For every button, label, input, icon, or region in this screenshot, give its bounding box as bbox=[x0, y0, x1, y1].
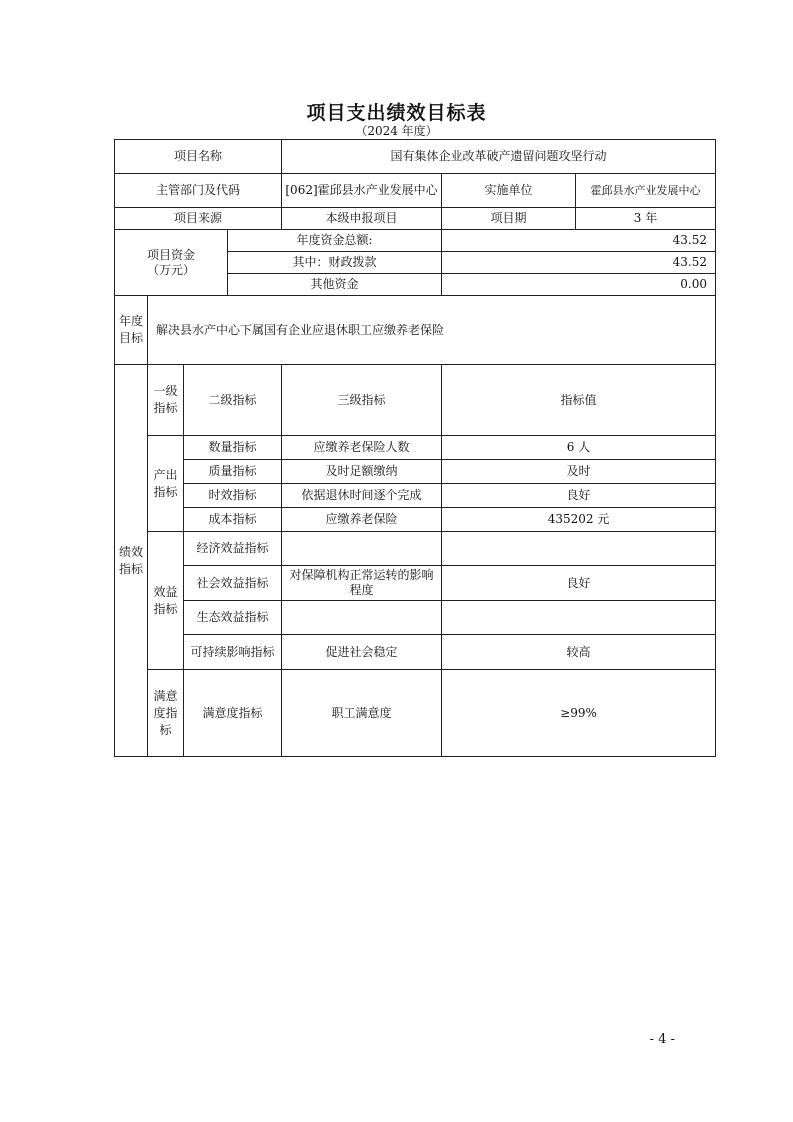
level2-cell: 社会效益指标 bbox=[184, 566, 282, 601]
document-title: 项目支出绩效目标表 bbox=[306, 102, 487, 124]
value-cell: 良好 bbox=[442, 566, 716, 601]
level3-cell: 促进社会稳定 bbox=[282, 635, 442, 670]
implementing-unit-label: 实施单位 bbox=[442, 174, 576, 208]
level3-cell: 依据退休时间逐个完成 bbox=[282, 484, 442, 508]
level3-cell: 应缴养老保险 bbox=[282, 508, 442, 532]
level3-cell: 职工满意度 bbox=[282, 670, 442, 757]
project-name-label: 项目名称 bbox=[115, 140, 282, 174]
project-fund-label-line1: 项目资金 bbox=[146, 247, 195, 262]
level2-cell: 数量指标 bbox=[184, 436, 282, 460]
project-fund-label bbox=[115, 230, 228, 296]
table-row bbox=[115, 566, 716, 601]
row-project-name bbox=[115, 140, 716, 174]
value-cell: 6 人 bbox=[442, 436, 716, 460]
header-level3: 三级指标 bbox=[282, 365, 442, 436]
table-row bbox=[115, 601, 716, 635]
row-indicator-header bbox=[115, 365, 716, 436]
table-row bbox=[115, 460, 716, 484]
table-row bbox=[115, 635, 716, 670]
table-row bbox=[115, 484, 716, 508]
value-cell: 及时 bbox=[442, 460, 716, 484]
level3-cell bbox=[282, 601, 442, 635]
department-value: [062]霍邱县水产业发展中心 bbox=[282, 174, 442, 208]
project-source-label: 项目来源 bbox=[115, 208, 282, 230]
fund-total-label: 年度资金总额: bbox=[228, 230, 442, 252]
value-cell: 良好 bbox=[442, 484, 716, 508]
project-period-label: 项目期 bbox=[442, 208, 576, 230]
header-level1: 一级指标 bbox=[148, 365, 184, 436]
level3-cell: 及时足额缴纳 bbox=[282, 460, 442, 484]
table-row bbox=[115, 670, 716, 757]
table-row bbox=[115, 436, 716, 460]
output-indicator-label: 产出指标 bbox=[148, 436, 184, 532]
fund-fiscal-label: 其中：财政拨款 bbox=[228, 252, 442, 274]
project-source-value: 本级申报项目 bbox=[282, 208, 442, 230]
value-cell bbox=[442, 532, 716, 566]
level3-cell: 对保障机构正常运转的影响程度 bbox=[282, 566, 442, 601]
implementing-unit-value: 霍邱县水产业发展中心 bbox=[576, 174, 716, 208]
page-number: - 4 - bbox=[649, 1032, 675, 1047]
performance-indicator-label: 绩效指标 bbox=[115, 365, 148, 757]
value-cell: 较高 bbox=[442, 635, 716, 670]
level2-cell: 成本指标 bbox=[184, 508, 282, 532]
level2-cell: 质量指标 bbox=[184, 460, 282, 484]
table-row bbox=[115, 532, 716, 566]
satisfaction-indicator-label: 满意度指标 bbox=[148, 670, 184, 757]
annual-goal-text: 解决县水产中心下属国有企业应退休职工应缴养老保险 bbox=[148, 296, 716, 365]
level3-cell: 应缴养老保险人数 bbox=[282, 436, 442, 460]
annual-goal-label: 年度目标 bbox=[115, 296, 148, 365]
level2-cell: 时效指标 bbox=[184, 484, 282, 508]
row-annual-goal bbox=[115, 296, 716, 365]
value-cell bbox=[442, 601, 716, 635]
row-fund-total bbox=[115, 230, 716, 252]
level2-cell: 可持续影响指标 bbox=[184, 635, 282, 670]
effect-indicator-label: 效益指标 bbox=[148, 532, 184, 670]
row-department bbox=[115, 174, 716, 208]
value-cell: 435202 元 bbox=[442, 508, 716, 532]
project-name-value: 国有集体企业改革破产遗留问题攻坚行动 bbox=[282, 140, 716, 174]
department-label: 主管部门及代码 bbox=[115, 174, 282, 208]
header-value: 指标值 bbox=[442, 365, 716, 436]
fund-fiscal-value: 43.52 bbox=[442, 252, 716, 274]
project-fund-label-line2: （万元） bbox=[146, 262, 195, 277]
level2-cell: 生态效益指标 bbox=[184, 601, 282, 635]
table-row bbox=[115, 508, 716, 532]
level2-cell: 满意度指标 bbox=[184, 670, 282, 757]
document-year: （2024 年度） bbox=[355, 124, 438, 138]
header-level2: 二级指标 bbox=[184, 365, 282, 436]
level2-cell: 经济效益指标 bbox=[184, 532, 282, 566]
fund-total-value: 43.52 bbox=[442, 230, 716, 252]
performance-target-table bbox=[114, 139, 716, 757]
row-source bbox=[115, 208, 716, 230]
value-cell: ≥99% bbox=[442, 670, 716, 757]
fund-other-value: 0.00 bbox=[442, 274, 716, 296]
project-period-value: 3 年 bbox=[576, 208, 716, 230]
fund-other-label: 其他资金 bbox=[228, 274, 442, 296]
level3-cell bbox=[282, 532, 442, 566]
